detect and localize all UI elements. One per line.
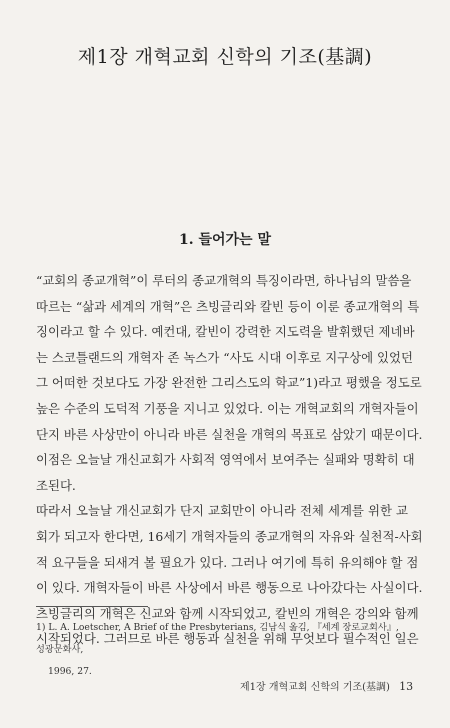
text-line: 징이라고 할 수 있다. 예컨대, 칼빈이 강력한 지도력을 발휘했던 제네바	[36, 324, 415, 340]
text-line: 높은 수준의 도덕적 기풍을 지니고 있었다. 이는 개혁교회의 개혁자들이	[36, 400, 419, 416]
text-line: 시작되었다. 그러므로 바른 행동과 실천을 위해 무엇보다 필수적인 일은	[36, 631, 419, 647]
text-line: “교회의 종교개혁”이 루터의 종교개혁의 특징이라면, 하나님의 말씀을	[36, 273, 412, 288]
body-text	[36, 268, 423, 652]
footnote-line: 1996, 27.	[48, 666, 92, 677]
text-line: 조된다.	[36, 477, 76, 493]
text-line: 회가 되고자 한다면, 16세기 개혁자들의 종교개혁의 자유와 실천적-사회	[36, 528, 423, 544]
paragraph-1	[36, 268, 423, 498]
footer-chapter-title: 제1장 개혁교회 신학의 기조(基調)	[240, 682, 390, 693]
footnote	[36, 617, 419, 683]
text-line: 적 요구들을 되새겨 볼 필요가 있다. 그러나 여기에 특히 유의해야 할 점	[36, 554, 419, 570]
page-number: 13	[399, 680, 414, 693]
chapter-title: 제1장 개혁교회 신학의 기조(基調)	[77, 46, 373, 68]
text-line: 따라서 오늘날 개신교회가 단지 교회만이 아니라 전체 세계를 위한 교	[36, 503, 408, 519]
text-line: 그 어떠한 것보다도 가장 완전한 그리스도의 학교”1)라고 평했을 정도로	[36, 375, 422, 391]
text-line: 츠빙글리의 개혁은 신교와 함께 시작되었고, 칼빈의 개혁은 강의와 함께	[36, 605, 419, 621]
section-heading: 1. 들어가는 말	[179, 232, 271, 248]
footnote-line: 1) L. A. Loetscher, A Brief of the Presbyterians, 김남식 옮김, 『세계 장로교회사』, 성광문화사,	[36, 622, 399, 655]
text-line: 따르는 “삶과 세계의 개혁”은 츠빙글리와 칼빈 등이 이룬 종교개혁의 특	[36, 298, 420, 314]
text-line: 는 스코틀랜드의 개혁자 존 녹스가 “사도 시대 이후로 지구상에 있었던	[36, 349, 413, 365]
running-footer	[240, 678, 414, 693]
text-line: 이점은 오늘날 개신교회가 사회적 영역에서 보여주는 실패와 명확히 대	[36, 452, 415, 468]
text-line: 이 있다. 개혁자들이 바른 사상에서 바른 행동으로 나아갔다는 사실이다.	[36, 580, 423, 596]
text-line: 단지 바른 사상만이 아니라 바른 실천을 개혁의 목표로 삼았기 때문이다.	[36, 426, 423, 442]
footnote-divider	[36, 606, 148, 607]
